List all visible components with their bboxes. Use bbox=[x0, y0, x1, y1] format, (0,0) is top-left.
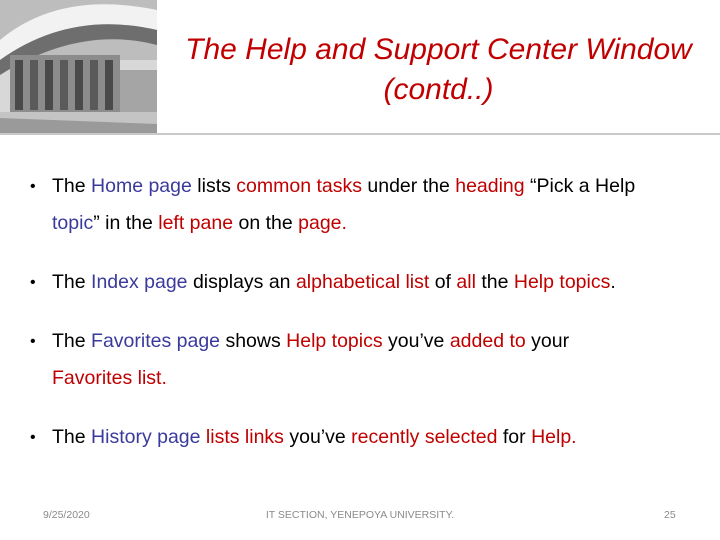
slide-title bbox=[157, 30, 720, 110]
bullet-dot-icon: • bbox=[30, 178, 36, 195]
bullet-text-segment: all bbox=[456, 271, 476, 293]
bullet-text-segment: The bbox=[52, 426, 92, 448]
bullet-text-segment: The bbox=[52, 271, 92, 293]
bullet-text-segment: of bbox=[429, 271, 457, 293]
footer-date: 9/25/2020 bbox=[43, 509, 90, 521]
bullet-text-segment: for bbox=[497, 426, 532, 448]
bullet-item bbox=[30, 419, 710, 456]
bullet-text-segment: page. bbox=[298, 212, 347, 234]
bullet-text-segment: Index page bbox=[91, 271, 188, 293]
bullet-text-segment: your bbox=[525, 330, 570, 352]
bullet-text-continuation bbox=[52, 205, 710, 242]
bullet-text-segment: lists bbox=[191, 175, 237, 197]
bullet-text-segment: Favorites page bbox=[91, 330, 221, 352]
slide-title-line-1: The Help and Support Center Window bbox=[185, 33, 692, 66]
bullet-text bbox=[52, 271, 616, 293]
bullet-text-segment: lists links bbox=[200, 426, 284, 448]
bullet-text-segment: Favorites list. bbox=[52, 367, 167, 389]
bullet-text-segment: recently selected bbox=[351, 426, 498, 448]
bullet-text-segment: The bbox=[52, 175, 92, 197]
bullet-text-segment: heading bbox=[455, 175, 525, 197]
bullet-text-segment: “Pick a Help bbox=[524, 175, 636, 197]
bullet-text-segment: shows bbox=[220, 330, 287, 352]
bullet-text-segment: History page bbox=[91, 426, 201, 448]
bullet-text-segment: you’ve bbox=[382, 330, 450, 352]
bullet-text-segment: The bbox=[52, 330, 92, 352]
bullet-text bbox=[52, 175, 635, 197]
bullet-text-segment: under the bbox=[361, 175, 456, 197]
bullet-dot-icon: • bbox=[30, 333, 36, 350]
bullet-text-segment: Help. bbox=[531, 426, 577, 448]
header-photo bbox=[0, 0, 157, 133]
building-photo-image bbox=[0, 0, 157, 133]
bullet-text-segment: Home page bbox=[91, 175, 192, 197]
bullet-text-segment: . bbox=[610, 271, 616, 293]
bullet-text-segment: Help topics bbox=[286, 330, 383, 352]
footer-page-number: 25 bbox=[664, 509, 676, 521]
bullet-text-segment: added to bbox=[449, 330, 526, 352]
footer-organization: IT SECTION, YENEPOYA UNIVERSITY. bbox=[265, 509, 455, 521]
bullet-text-segment: you’ve bbox=[283, 426, 352, 448]
header-divider bbox=[0, 133, 720, 135]
bullet-text-segment: Help topics bbox=[513, 271, 611, 293]
bullet-dot-icon: • bbox=[30, 429, 36, 446]
bullet-text-segment: topic bbox=[52, 212, 94, 234]
bullet-text bbox=[52, 330, 569, 352]
bullet-text-segment: common tasks bbox=[236, 175, 362, 197]
bullet-text-segment: displays an bbox=[187, 271, 296, 293]
slide-title-line-2: (contd..) bbox=[383, 73, 494, 106]
bullet-text-segment: alphabetical list bbox=[295, 271, 430, 293]
bullet-text bbox=[52, 426, 577, 448]
bullet-text-segment: ” in the bbox=[93, 212, 159, 234]
bullet-dot-icon: • bbox=[30, 274, 36, 291]
bullet-text-segment: on the bbox=[233, 212, 299, 234]
bullet-item bbox=[30, 264, 710, 301]
bullet-item bbox=[30, 323, 710, 397]
bullet-text-segment: the bbox=[475, 271, 514, 293]
bullet-item bbox=[30, 168, 710, 242]
bullet-list bbox=[30, 168, 710, 456]
bullet-text-continuation bbox=[52, 360, 710, 397]
bullet-text-segment: left pane bbox=[158, 212, 234, 234]
